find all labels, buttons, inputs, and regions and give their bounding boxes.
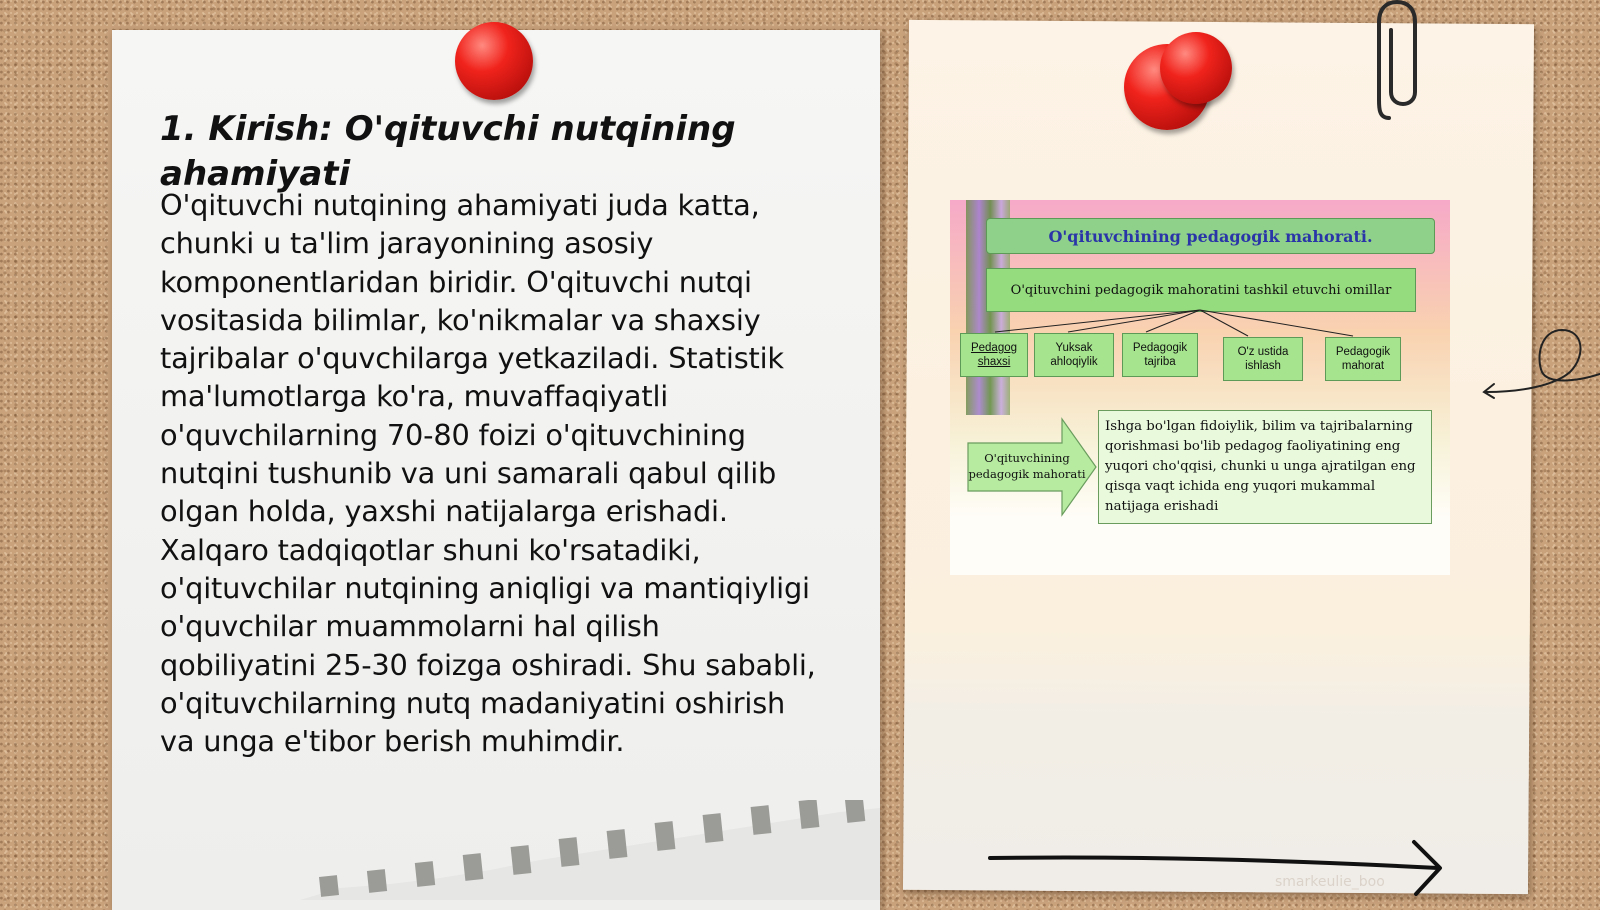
factor-box: Pedagogik mahorat — [1325, 337, 1401, 381]
factor-box: O'z ustida ishlash — [1223, 337, 1303, 381]
push-pin-icon — [455, 22, 533, 100]
definition-box: Ishga bo'lgan fidoiylik, bilim va tajribalarning qorishmasi bo'lib pedagog faoliyatining eng yuqori cho'qqisi, chunki u unga ajratilgan eng qisqa vaqt ichida eng yuqori mukammal natijaga erishadi — [1098, 410, 1432, 524]
watermark-text: smarkeulie_boo — [1275, 874, 1385, 890]
factor-box: Pedagog shaxsi — [960, 333, 1028, 377]
slide-title: 1. Kirish: O'qituvchi nutqining ahamiyati — [160, 109, 736, 194]
factor-box: Pedagogik tajriba — [1122, 333, 1198, 377]
body-paragraph: O'qituvchi nutqining ahamiyati juda katta, chunki u ta'lim jarayonining asosiy komponentlaridan biridir. O'qituvchi nutqi vositasida bilimlar, ko'nikmalar va shaxsiy tajribalar o'quvchilarga yetkaziladi. Statistik ma'lumotlarga ko'ra, muvaffaqiyatli o'quvchilarning 70-80 foizi o'qituvchining nutqini tushunib va uni samarali qabul qilib olgan holda, yaxshi natijalarga erishadi. Xalqaro tadqiqotlar shuni ko'rsatadiki, o'qituvchilar nutqining aniqligi va mantiqiyligi o'quvchilar muammolarni hal qilish qobiliyatini 25-30 foizga oshiradi. Shu sababli, o'qituvchilarning nutq madaniyatini oshirish va unga e'tibor berish muhimdir. — [160, 188, 816, 759]
diagram-title: O'qituvchining pedagogik mahorati. — [986, 218, 1435, 254]
arrow-label: O'qituvchining pedagogik mahorati — [968, 451, 1086, 481]
diagram-subtitle: O'qituvchini pedagogik mahoratini tashkil etuvchi omillar — [986, 268, 1416, 312]
doodle-arrow-icon — [1480, 312, 1600, 412]
pedagogical-skill-diagram — [950, 200, 1450, 575]
factor-box: Yuksak ahloqiylik — [1034, 333, 1114, 377]
push-pin-head-icon — [1160, 32, 1232, 104]
paper-clip-icon — [1375, 0, 1425, 125]
torn-paper-edge — [300, 800, 880, 900]
arrow-right-icon[interactable] — [986, 838, 1456, 898]
